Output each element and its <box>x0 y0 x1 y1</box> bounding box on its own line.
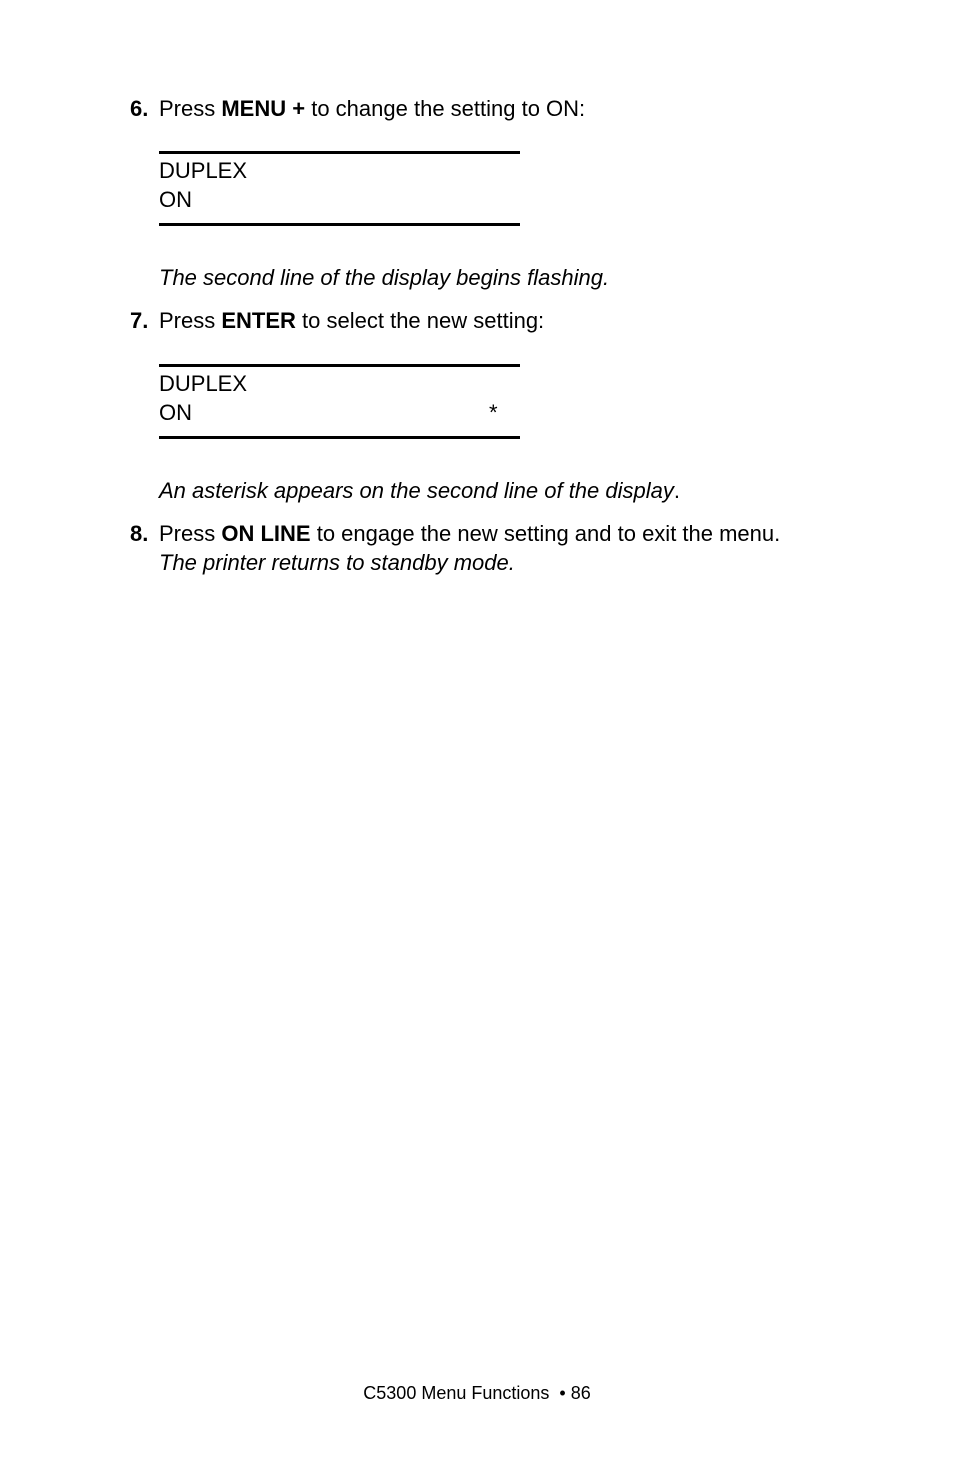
note-standby: The printer returns to standby mode. <box>159 550 515 575</box>
step-instruction <box>159 94 585 124</box>
display-line-1: DUPLEX <box>159 371 248 396</box>
step-number: 7. <box>130 308 149 333</box>
step-text-before: Press <box>159 96 222 121</box>
lcd-display-duplex-selected <box>159 364 520 439</box>
step-8 <box>0 519 954 549</box>
step-7 <box>0 306 954 336</box>
step-text-before: Press <box>159 521 222 546</box>
step-text-after: to select the new setting: <box>295 308 545 333</box>
display-asterisk: * <box>489 400 498 425</box>
step-instruction <box>159 306 544 336</box>
step-number: 8. <box>130 521 149 546</box>
lcd-display-duplex-flashing <box>159 151 520 226</box>
display-line-2: ON <box>159 187 192 212</box>
step-instruction <box>159 519 780 549</box>
page-footer: C5300 Menu Functions • 86 <box>363 1383 591 1403</box>
key-name: ENTER <box>221 308 296 333</box>
display-line-2: ON <box>159 400 192 425</box>
step-number: 6. <box>130 96 149 121</box>
note-asterisk-text: An asterisk appears on the second line of the display <box>159 478 674 503</box>
step-text-after: to engage the new setting and to exit the menu. <box>310 521 781 546</box>
step-text-before: Press <box>159 308 222 333</box>
step-text-after: to change the setting to ON: <box>305 96 586 121</box>
key-name: MENU + <box>221 96 306 121</box>
key-name: ON LINE <box>221 521 311 546</box>
note-flashing: The second line of the display begins flashing. <box>159 265 610 290</box>
display-line-1: DUPLEX <box>159 158 248 183</box>
step-6 <box>0 94 954 124</box>
note-asterisk <box>159 476 680 506</box>
note-asterisk-period: . <box>673 478 680 503</box>
